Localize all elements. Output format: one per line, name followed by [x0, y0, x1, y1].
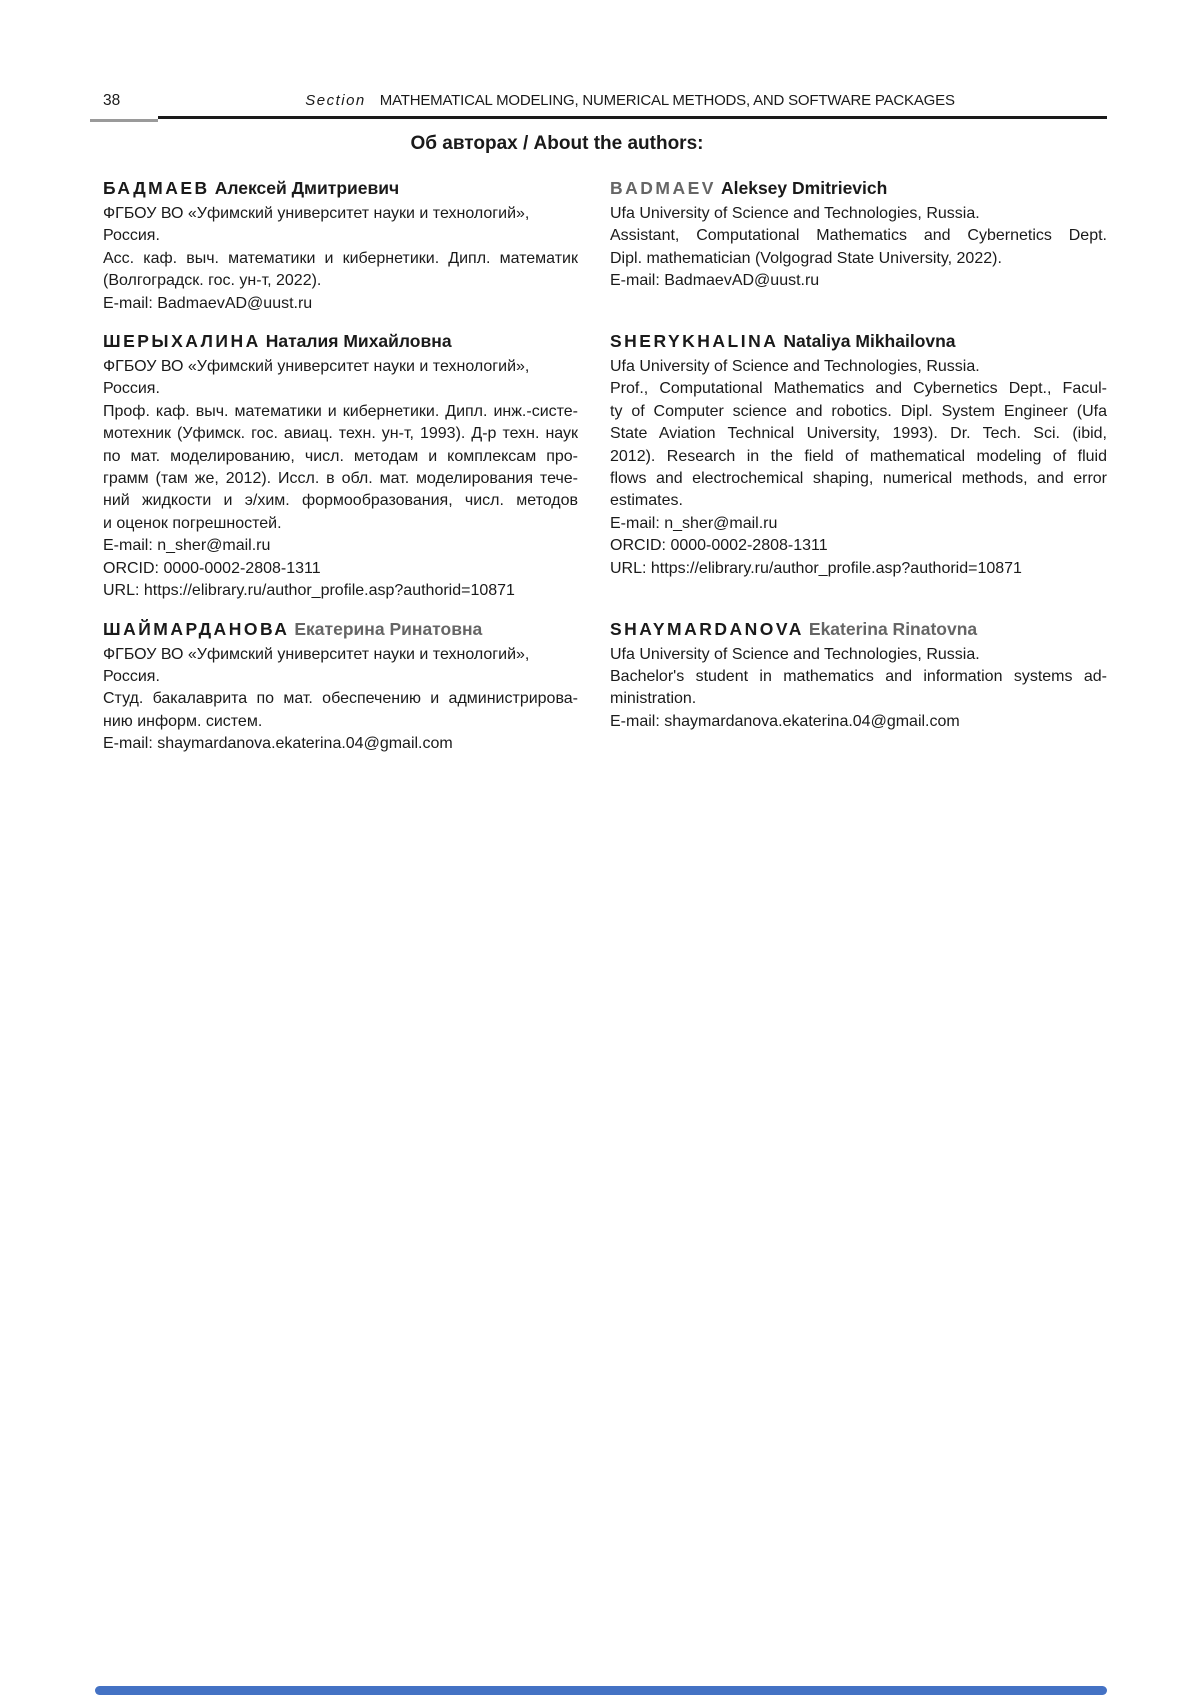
author-surname: БАДМАЕВ [103, 178, 210, 198]
bio-line: Студ. бакалаврита по мат. обеспечению и администрирова- [103, 690, 578, 708]
url-line: URL: https://elibrary.ru/author_profile.asp?authorid=10871 [103, 582, 515, 600]
author-entry [103, 330, 1107, 602]
author-given-name: Екатерина Ринатовна [294, 618, 483, 639]
author-entry [103, 177, 1107, 315]
email-line: E-mail: shaymardanova.ekaterina.04@gmail.com [610, 712, 960, 730]
bio-line: flows and electrochemical shaping, numerical methods, and error [610, 470, 1107, 488]
author-ru-column [103, 330, 578, 602]
bio-line: estimates. [610, 492, 683, 510]
url-line: URL: https://elibrary.ru/author_profile.asp?authorid=10871 [610, 559, 1022, 577]
section-label: Section [305, 92, 366, 109]
section-title: MATHEMATICAL MODELING, NUMERICAL METHODS, AND SOFTWARE PACKAGES [379, 92, 955, 109]
author-ru-column [103, 177, 578, 315]
bio-line: Bachelor's student in mathematics and information systems ad- [610, 667, 1107, 685]
bio-line: ний жидкости и э/хим. формообразования, числ. методов [103, 492, 578, 510]
author-given-name: Алексей Дмитриевич [214, 178, 400, 198]
author-given-name: Наталия Михайловна [265, 331, 452, 352]
bio-line: Prof., Computational Mathematics and Cybernetics Dept., Facul- [610, 380, 1107, 398]
bio-line: Ufa University of Science and Technologies, Russia. [610, 645, 980, 663]
email-line: E-mail: n_sher@mail.ru [610, 514, 778, 532]
email-line: E-mail: n_sher@mail.ru [103, 537, 271, 555]
bio-line: нию информ. систем. [103, 712, 263, 730]
author-given-name: Nataliya Mikhailovna [783, 331, 956, 352]
author-surname: ШЕРЫХАЛИНА [103, 331, 261, 352]
bio-line: ty of Computer science and robotics. Dipl. System Engineer (Ufa [610, 402, 1107, 420]
bio-line: ФГБОУ ВО «Уфимский университет науки и технологий», Россия. [103, 205, 530, 245]
author-surname: SHAYMARDANOVA [610, 618, 804, 639]
bio-line: по мат. моделированию, числ. методам и комплексам про- [103, 447, 578, 465]
header-rule-left-segment [90, 119, 158, 122]
author-en-column [610, 330, 1107, 602]
author-heading [103, 330, 578, 353]
author-ru-column [103, 618, 578, 756]
author-heading [610, 330, 1107, 353]
bio-line: Assistant, Computational Mathematics and Cybernetics Dept. [610, 227, 1107, 245]
bio-line: Проф. каф. выч. математики и кибернетики. Дипл. инж.-систе- [103, 402, 578, 420]
bio-line: Dipl. mathematician (Volgograd State University, 2022). [610, 249, 1002, 267]
bio-line: Ufa University of Science and Technologies, Russia. [610, 358, 980, 376]
bio-line: State Aviation Technical University, 1993). Dr. Tech. Sci. (ibid, [610, 425, 1107, 443]
bio-line: мотехник (Уфимск. гос. авиац. техн. ун-т, 1993). Д-р техн. наук [103, 425, 578, 443]
author-given-name: Aleksey Dmitrievich [720, 178, 888, 198]
author-entry [103, 618, 1107, 756]
author-heading [610, 618, 1107, 641]
author-heading [610, 177, 1107, 200]
author-en-column [610, 618, 1107, 756]
page-title: Об авторах / About the authors: [410, 133, 704, 154]
author-heading [103, 177, 578, 200]
running-head [223, 92, 1107, 109]
email-line: E-mail: shaymardanova.ekaterina.04@gmail.com [103, 735, 453, 753]
orcid-line: ORCID: 0000-0002-2808-1311 [610, 537, 828, 555]
bio-line: Ufa University of Science and Technologies, Russia. [610, 205, 980, 222]
author-surname: BADMAEV [610, 178, 716, 198]
author-given-name: Ekaterina Rinatovna [808, 618, 978, 639]
page-header [103, 92, 1107, 110]
bio-line: 2012). Research in the field of mathematical modeling of fluid [610, 447, 1107, 465]
bio-line: грамм (там же, 2012). Иссл. в обл. мат. моделирования тече- [103, 470, 578, 488]
author-en-column [610, 177, 1107, 315]
bio-line: ФГБОУ ВО «Уфимский университет науки и технологий», Россия. [103, 645, 530, 685]
bio-line: (Волгоградск. гос. ун-т, 2022). [103, 272, 322, 290]
footer-accent-bar [95, 1686, 1107, 1695]
email-line: E-mail: BadmaevAD@uust.ru [103, 294, 313, 312]
email-line: E-mail: BadmaevAD@uust.ru [610, 272, 820, 290]
bio-line: и оценок погрешностей. [103, 514, 282, 532]
author-surname: ШАЙМАРДАНОВА [103, 618, 290, 639]
author-surname: SHERYKHALINA [610, 331, 779, 352]
bio-line: Асс. каф. выч. математики и кибернетики. Дипл. математик [103, 249, 578, 267]
authors-section [103, 177, 1107, 771]
orcid-line: ORCID: 0000-0002-2808-1311 [103, 559, 321, 577]
page-number: 38 [103, 92, 121, 109]
bio-line: ФГБОУ ВО «Уфимский университет науки и технологий», Россия. [103, 358, 530, 398]
author-heading [103, 618, 578, 641]
bio-line: ministration. [610, 690, 697, 708]
header-rule [158, 116, 1107, 119]
